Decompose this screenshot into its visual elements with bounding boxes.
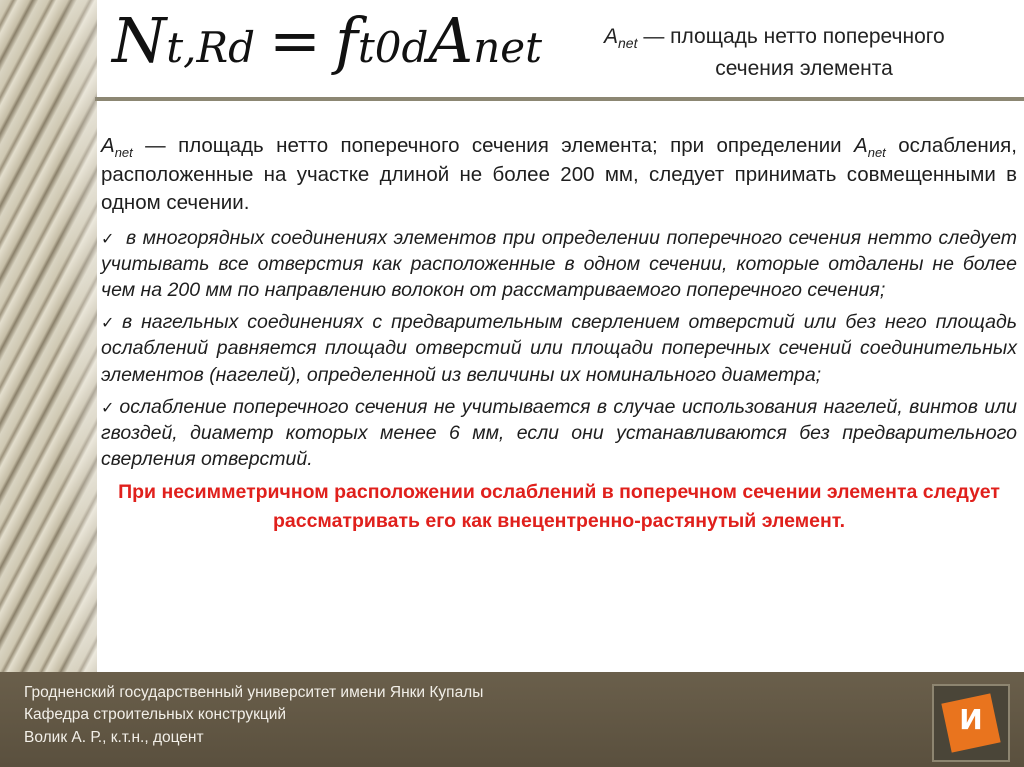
header-divider [95,97,1024,101]
intro-A2: A [854,134,868,157]
header-note [604,22,1004,83]
header-line1: — площадь нетто поперечного [637,25,945,48]
bullet-text: в нагельных соединениях с предварительным сверлением отверстий или без него площадь ослаблений равняется площади отверстий или площади поперечных сечений соединительных элементов (нагелей), определенной из величины их номинального диаметра; [101,311,1017,386]
formula-A-sub: net [473,23,542,72]
header-line2: сечения элемента [715,56,893,80]
footer-university: Гродненский государственный университет имени Янки Купалы [24,684,484,701]
decorative-wood-background [0,0,97,672]
intro-paragraph [101,132,1017,216]
intro-A2-sub: net [867,145,886,161]
bullet-item [101,225,1017,303]
footer-department: Кафедра строительных конструкций [24,706,287,724]
header-A-sub: net [618,35,638,52]
bullet-text: ослабление поперечного сечения не учитывается в случае использования нагелей, винтов или гвоздей, диаметр которых менее 6 мм, если они устанавливаются без предварительного сверления отверстий. [101,395,1017,470]
formula-f-sub: t0d [357,23,429,72]
header-A: A [604,25,619,48]
formula-eq: = [269,4,321,77]
footer-author: Волик А. Р., к.т.н., доцент [24,728,204,746]
formula-f: f [334,4,358,77]
intro-A1-sub: net [114,145,133,161]
highlight-note: При несимметричном расположении ослаблений в поперечном сечении элемента следует рассматривать его как внецентренно-растянутый элемент. [118,481,1000,533]
bullet-item [101,309,1017,387]
footer [0,672,1024,767]
formula-N: N [112,4,167,77]
intro-A1: A [101,134,115,157]
formula [112,0,592,98]
check-icon: ✓ [101,313,118,333]
check-icon: ✓ [101,228,116,248]
check-icon: ✓ [101,397,116,417]
main-content [101,132,1017,537]
intro-text1: — площадь нетто поперечного сечения элемента; при определении [132,134,855,157]
bullet-text: в многорядных соединениях элементов при определении поперечного сечения нетто следует учитывать все отверстия как расположенные в одном сечении, которые отдалены не более чем на 200 мм по направлению волокон от рассматриваемого поперечного сечения; [101,226,1017,302]
bullet-item [101,394,1017,472]
university-logo [932,684,1010,762]
logo-letter: И [959,703,983,736]
intro-text2: ослабления, расположенные на участке длиной не более 200 мм, следует принимать совмещенными в одном сечении. [101,134,1017,214]
formula-N-sub: t,Rd [166,23,255,72]
formula-A: A [428,4,474,77]
